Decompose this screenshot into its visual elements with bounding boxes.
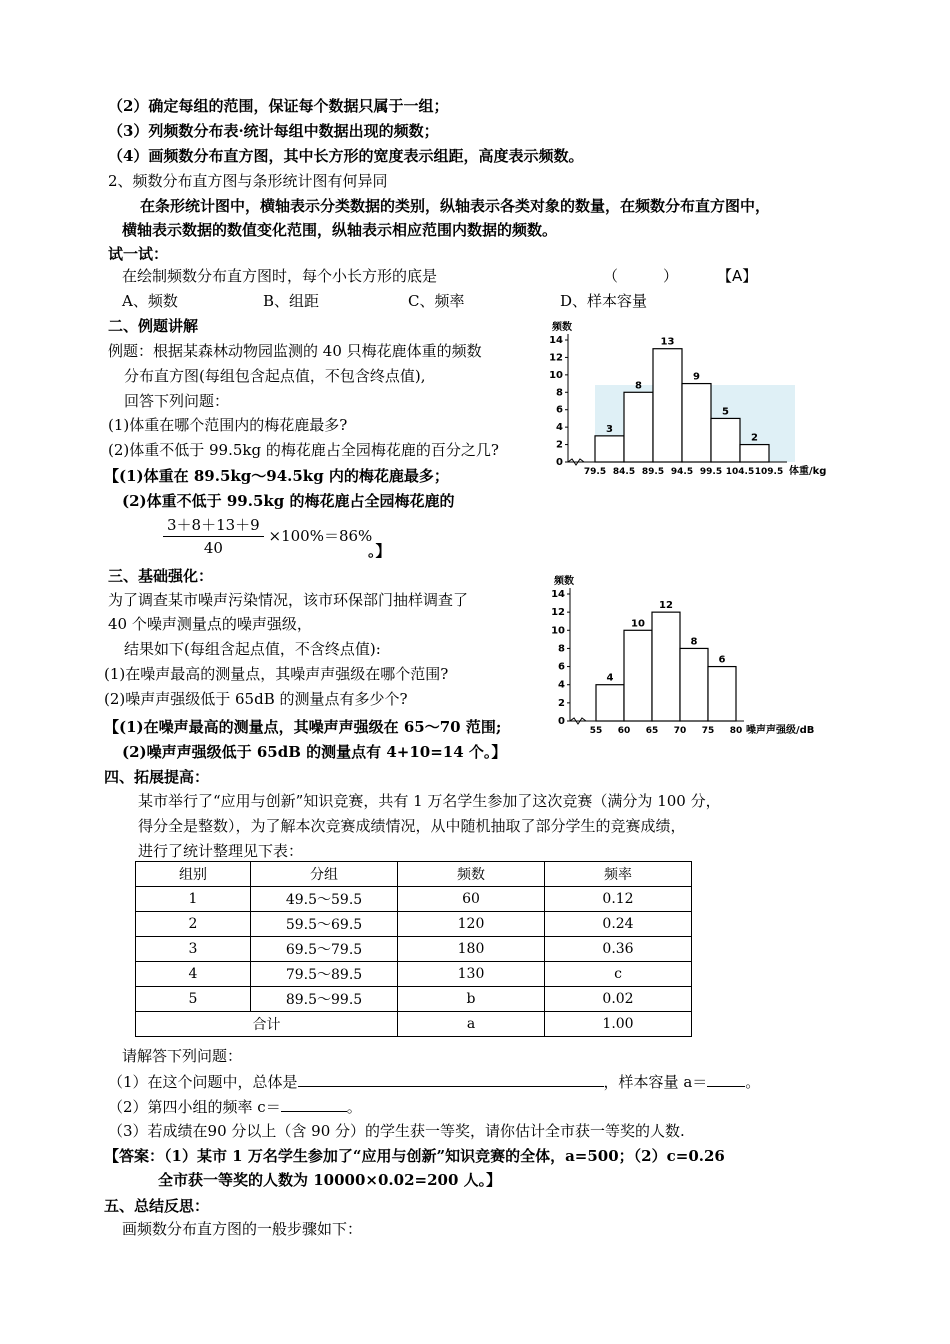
step-4: （4）画频数分布直方图，其中长方形的宽度表示组距，高度表示频数。 xyxy=(108,147,584,165)
x-tick-label: 109.5 xyxy=(754,467,784,477)
example-answer-2: (2)体重不低于 99.5kg 的梅花鹿占全园梅花鹿的 xyxy=(122,492,455,510)
x-tick-label: 80 xyxy=(729,726,743,736)
example-answer-1: 【(1)体重在 89.5kg～94.5kg 内的梅花鹿最多； xyxy=(104,467,449,485)
histogram-bar xyxy=(624,392,653,462)
y-tick-label: 2 xyxy=(556,439,563,451)
cell-frequency: 180 xyxy=(398,937,545,962)
histogram-bar xyxy=(595,436,624,462)
histogram-bar xyxy=(711,418,740,462)
cell-group: 5 xyxy=(136,987,251,1012)
y-tick-label: 4 xyxy=(558,679,565,691)
y-tick-label: 10 xyxy=(549,369,563,381)
table-row xyxy=(136,937,692,962)
bar-value-label: 12 xyxy=(659,600,673,612)
x-tick-label: 94.5 xyxy=(670,467,694,477)
cell-range: 49.5～59.5 xyxy=(251,887,398,912)
option-a: A、频数 xyxy=(122,292,178,310)
bar-value-label: 3 xyxy=(606,423,613,435)
rate-c-blank xyxy=(281,1096,347,1112)
histogram-bar xyxy=(596,685,624,721)
total-label: 合计 xyxy=(136,1012,398,1037)
fraction-numerator: 3＋8＋13＋9 xyxy=(163,514,264,537)
try-paren: （ ） xyxy=(603,267,679,285)
histogram-bar xyxy=(708,667,736,721)
compare-body-2: 横轴表示数据的数值变化范围，纵轴表示相应范围内数据的频数。 xyxy=(122,221,558,239)
compare-title: 2、频数分布直方图与条形统计图有何异同 xyxy=(108,172,388,190)
x-tick-label: 89.5 xyxy=(641,467,665,477)
header-range: 分组 xyxy=(251,862,398,887)
header-frequency: 频数 xyxy=(398,862,545,887)
histogram-bar xyxy=(680,648,708,721)
noise-histogram xyxy=(540,572,830,740)
x-tick-label: 70 xyxy=(673,726,687,736)
extend-ask: 请解答下列问题： xyxy=(122,1047,243,1065)
fraction-denominator: 40 xyxy=(203,539,223,557)
header-group: 组别 xyxy=(136,862,251,887)
bar-value-label: 5 xyxy=(722,406,729,418)
compare-body-1: 在条形统计图中，横轴表示分类数据的类别，纵轴表示各类对象的数量，在频数分布直方图中， xyxy=(140,197,771,215)
bar-value-label: 13 xyxy=(660,336,675,348)
bar-value-label: 9 xyxy=(693,371,700,383)
basic-line-2: 40 个噪声测量点的噪声强级， xyxy=(108,615,312,633)
y-axis-label: 频数 xyxy=(552,322,572,333)
weight-histogram xyxy=(540,322,827,477)
problem-2-text-b: 。 xyxy=(346,1098,362,1116)
try-answer: 【A】 xyxy=(717,267,758,285)
histogram-bar xyxy=(624,630,652,721)
header-rate: 频率 xyxy=(545,862,692,887)
x-tick-label: 84.5 xyxy=(612,467,636,477)
basic-answer-2: (2)噪声声强级低于 65dB 的测量点有 4+10=14 个。】 xyxy=(122,743,507,761)
cell-range: 79.5～89.5 xyxy=(251,962,398,987)
extend-answer-2: 全市获一等奖的人数为 10000×0.02=200 人。】 xyxy=(158,1171,502,1189)
y-tick-label: 6 xyxy=(556,404,563,416)
x-axis-label: 体重/kg xyxy=(789,466,827,477)
y-tick-label: 0 xyxy=(556,457,563,468)
example-line-2: 分布直方图(每组包含起点值，不包含终点值), xyxy=(124,367,426,385)
option-d: D、样本容量 xyxy=(560,292,648,310)
cell-group: 2 xyxy=(136,912,251,937)
histogram-bar xyxy=(740,445,769,462)
cell-rate: 0.12 xyxy=(545,887,692,912)
x-tick-label: 55 xyxy=(589,726,603,736)
x-tick-label: 60 xyxy=(617,726,631,736)
extend-problem-1 xyxy=(108,1071,760,1092)
y-tick-label: 12 xyxy=(551,607,565,619)
basic-answer-1: 【(1)在噪声最高的测量点，其噪声声强级在 65～70 范围; xyxy=(104,718,502,736)
y-tick-label: 14 xyxy=(549,335,563,346)
table-total-row xyxy=(136,1012,692,1037)
example-question-1: (1)体重在哪个范围内的梅花鹿最多? xyxy=(108,416,348,434)
bar-value-label: 2 xyxy=(751,432,758,444)
option-b: B、组距 xyxy=(263,292,320,310)
x-tick-label: 75 xyxy=(701,726,715,736)
problem-1-text-b: ，样本容量 a＝ xyxy=(603,1073,708,1091)
extend-line-3: 进行了统计整理见下表： xyxy=(138,842,304,860)
cell-range: 69.5～79.5 xyxy=(251,937,398,962)
extend-line-2: 得分全是整数），为了解本次竞赛成绩情况，从中随机抽取了部分学生的竞赛成绩， xyxy=(138,817,686,835)
cell-rate: 0.36 xyxy=(545,937,692,962)
step-3: （3）列频数分布表·统计每组中数据出现的频数； xyxy=(108,122,439,140)
histogram-bar xyxy=(682,384,711,462)
histogram-bar xyxy=(652,612,680,721)
y-tick-label: 8 xyxy=(558,643,565,655)
basic-title: 三、基础强化： xyxy=(108,567,214,585)
cell-rate: c xyxy=(545,962,692,987)
cell-frequency: 60 xyxy=(398,887,545,912)
fraction xyxy=(163,514,264,557)
example-answer-end: 。】 xyxy=(368,542,391,560)
cell-range: 89.5～99.5 xyxy=(251,987,398,1012)
basic-question-2: (2)噪声声强级低于 65dB 的测量点有多少个? xyxy=(104,690,408,708)
cell-frequency: 120 xyxy=(398,912,545,937)
bar-value-label: 4 xyxy=(606,672,614,684)
y-axis-label: 频数 xyxy=(554,576,574,587)
cell-rate: 0.02 xyxy=(545,987,692,1012)
extend-line-1: 某市举行了“应用与创新”知识竞赛，共有 1 万名学生参加了这次竞赛（满分为 100 分， xyxy=(138,792,721,810)
x-axis-label: 噪声声强级/dB xyxy=(746,725,815,736)
extend-title: 四、拓展提高： xyxy=(104,768,210,786)
table-row xyxy=(136,887,692,912)
table-header-row xyxy=(136,862,692,887)
basic-line-1: 为了调查某市噪声污染情况，该市环保部门抽样调查了 xyxy=(108,591,469,609)
cell-group: 4 xyxy=(136,962,251,987)
table-row xyxy=(136,987,692,1012)
score-table xyxy=(135,861,692,1037)
basic-line-3: 结果如下(每组含起点值，不含终点值): xyxy=(124,640,381,658)
try-title: 试一试： xyxy=(108,245,169,263)
x-tick-label: 79.5 xyxy=(583,467,607,477)
bar-value-label: 8 xyxy=(635,380,642,392)
cell-group: 3 xyxy=(136,937,251,962)
example-question-2: (2)体重不低于 99.5kg 的梅花鹿占全园梅花鹿的百分之几? xyxy=(108,441,499,459)
bar-value-label: 8 xyxy=(690,636,698,648)
cell-frequency: b xyxy=(398,987,545,1012)
example-line-3: 回答下列问题： xyxy=(124,392,230,410)
population-blank xyxy=(298,1071,604,1087)
step-2: （2）确定每组的范围，保证每个数据只属于一组； xyxy=(108,97,449,115)
total-rate: 1.00 xyxy=(545,1012,692,1037)
problem-1-text-a: （1）在这个问题中，总体是 xyxy=(108,1073,298,1091)
bar-value-label: 10 xyxy=(631,618,645,630)
cell-group: 1 xyxy=(136,887,251,912)
basic-question-1: (1)在噪声最高的测量点，其噪声声强级在哪个范围? xyxy=(104,665,449,683)
problem-1-text-c: 。 xyxy=(745,1073,761,1091)
summary-title: 五、总结反思： xyxy=(104,1197,210,1215)
sample-size-blank xyxy=(707,1071,745,1087)
y-tick-label: 10 xyxy=(551,625,565,637)
example-line-1: 例题：根据某森林动物园监测的 40 只梅花鹿体重的频数 xyxy=(108,342,482,360)
cell-frequency: 130 xyxy=(398,962,545,987)
table-row xyxy=(136,912,692,937)
cell-range: 59.5～69.5 xyxy=(251,912,398,937)
y-tick-label: 2 xyxy=(558,697,565,709)
y-tick-label: 8 xyxy=(556,387,563,399)
extend-problem-2 xyxy=(108,1096,362,1117)
y-tick-label: 6 xyxy=(558,661,565,673)
total-frequency: a xyxy=(398,1012,545,1037)
example-title: 二、例题讲解 xyxy=(108,317,199,335)
option-c: C、频率 xyxy=(408,292,465,310)
cell-rate: 0.24 xyxy=(545,912,692,937)
problem-2-text-a: （2）第四小组的频率 c＝ xyxy=(108,1098,281,1116)
fraction-tail: ×100%＝86% xyxy=(268,527,373,545)
histogram-bar xyxy=(653,349,682,462)
percent-formula xyxy=(163,514,372,557)
x-tick-label: 104.5 xyxy=(725,467,755,477)
bar-value-label: 6 xyxy=(718,654,726,666)
y-tick-label: 12 xyxy=(549,352,563,364)
try-question: 在绘制频数分布直方图时，每个小长方形的底是 xyxy=(122,267,438,285)
y-tick-label: 14 xyxy=(551,589,565,600)
x-tick-label: 99.5 xyxy=(699,467,723,477)
summary-line-1: 画频数分布直方图的一般步骤如下： xyxy=(122,1220,363,1238)
extend-answer-1: 【答案：（1）某市 1 万名学生参加了“应用与创新”知识竞赛的全体，a=500；（2）c=0.26 xyxy=(104,1147,725,1165)
x-tick-label: 65 xyxy=(645,726,659,736)
y-tick-label: 4 xyxy=(556,422,563,434)
y-tick-label: 0 xyxy=(558,716,565,727)
extend-problem-3: （3）若成绩在90 分以上（含 90 分）的学生获一等奖，请你估计全市获一等奖的人数. xyxy=(108,1122,685,1140)
table-row xyxy=(136,962,692,987)
